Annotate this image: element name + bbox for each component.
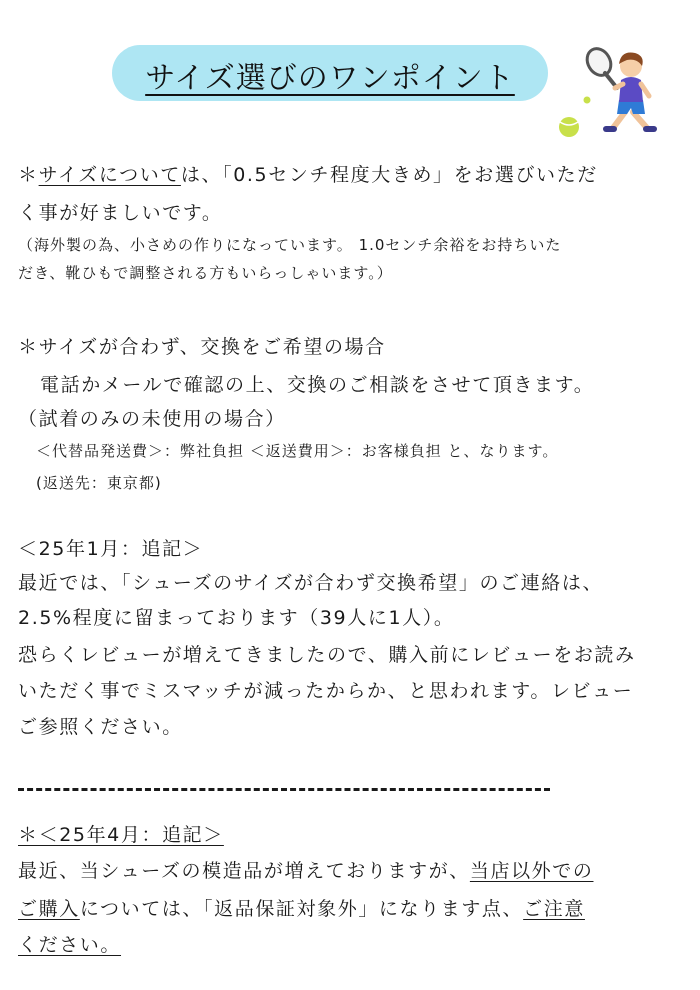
update-apr-line-3: ください。 [18, 934, 122, 956]
tennis-player-icon [555, 40, 665, 145]
update-apr-line-2: ご購入については、「返品保証対象外」になります点、ご注意 [18, 898, 585, 920]
size-note-line-1: （海外製の為、小さめの作りになっています。 1.0センチ余裕をお持ちいた [18, 236, 562, 254]
exchange-line-3: （試着のみの未使用の場合） [18, 408, 286, 430]
update-jan-line-5: ご参照ください。 [18, 716, 183, 738]
size-advice-line-2: く事が好ましいです。 [18, 202, 223, 224]
update-jan-line-2: 2.5%程度に留まっております（39人に1人）。 [18, 607, 455, 629]
exchange-cost-line: ＜代替品発送費＞：弊社負担 ＜返送費用＞：お客様負担 と、なります。 [36, 442, 559, 460]
exchange-heading: ＊サイズが合わず、交換をご希望の場合 [18, 336, 386, 358]
dashed-divider [18, 788, 550, 791]
update-apr-heading: ＊＜25年4月：追記＞ [18, 824, 224, 846]
return-address-line: (返送先：東京都) [36, 474, 162, 492]
update-jan-line-3: 恐らくレビューが増えてきましたので、購入前にレビューをお読み [18, 644, 636, 666]
update-jan-heading: ＜25年1月：追記＞ [18, 538, 204, 560]
size-advice-line-1: ＊サイズについては、「0.5センチ程度大きめ」をお選びいただ [18, 164, 598, 186]
page-title: サイズ選びのワンポイント [145, 61, 515, 96]
update-jan-line-4: いただく事でミスマッチが減ったからか、と思われます。レビュー [18, 680, 634, 702]
update-jan-line-1: 最近では、「シューズのサイズが合わず交換希望」のご連絡は、 [18, 572, 604, 594]
update-apr-line-1: 最近、当シューズの模造品が増えておりますが、当店以外での [18, 860, 594, 882]
exchange-line-2: 電話かメールで確認の上、交換のご相談をさせて頂きます。 [40, 374, 595, 396]
size-note-line-2: だき、靴ひもで調整される方もいらっしゃいます。） [18, 264, 393, 282]
